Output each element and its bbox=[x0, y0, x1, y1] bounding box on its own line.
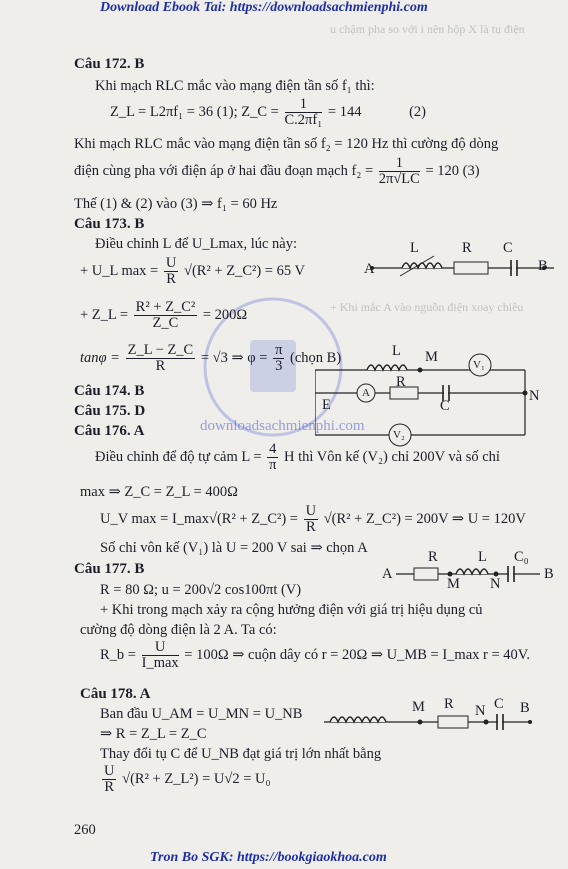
q177-line3: cường độ dòng điện là 2 A. Ta có: bbox=[80, 622, 277, 638]
q178-line1: Ban đầu U_AM = U_MN = U_NB bbox=[100, 706, 303, 722]
q177-line1: R = 80 Ω; u = 200√2 cos100πt (V) bbox=[100, 582, 302, 598]
watermark: downloadsachmienphi.com bbox=[200, 418, 365, 434]
c4-label-R: R bbox=[444, 696, 454, 712]
c1-label-R: R bbox=[462, 240, 472, 256]
bleed-through-text: + Khi mắc A vào nguồn điện xoay chiều bbox=[330, 300, 524, 314]
q178-title: Câu 178. A bbox=[80, 686, 151, 702]
c3-label-M: M bbox=[447, 576, 460, 592]
q172-line5: Thế (1) & (2) vào (3) ⇒ f₁ = 60 Hz bbox=[74, 196, 278, 212]
c1-label-L: L bbox=[410, 240, 419, 256]
c2-label-R: R bbox=[396, 374, 406, 390]
c3-label-L: L bbox=[478, 549, 487, 565]
bottom-header: Tron Bo SGK: https://bookgiaokhoa.com bbox=[150, 850, 387, 865]
q172-line4: điện cùng pha với điện áp ở hai đầu đoạn mạch f₂ = $\frac{1}{2\pi√LC}$ = 120 (3) bbox=[74, 155, 480, 187]
q174-title: Câu 174. B bbox=[74, 383, 145, 399]
q176-line2: max ⇒ Z_C = Z_L = 400Ω bbox=[80, 484, 238, 500]
c2-label-M: M bbox=[425, 349, 438, 365]
circuit-rlc-1 bbox=[358, 238, 558, 288]
c4-label-C: C bbox=[494, 696, 504, 712]
q176-line4: Số chỉ vôn kế (V₁) là U = 200 V sai ⇒ chọn A bbox=[100, 540, 368, 556]
c2-label-V1: V₁ bbox=[473, 359, 485, 371]
c2-label-L: L bbox=[392, 343, 401, 359]
c2-label-C: C bbox=[440, 398, 450, 414]
q178-line2: ⇒ R = Z_L = Z_C bbox=[100, 726, 207, 742]
q172-line3: Khi mạch RLC mắc vào mạng điện tần số f₂ = 120 Hz thì cường độ dòng bbox=[74, 136, 499, 152]
q173-line1: Điều chỉnh L để U_Lmax, lúc này: bbox=[95, 236, 298, 252]
c1-label-A: A bbox=[364, 261, 375, 277]
c2-label-V2: V₂ bbox=[393, 429, 405, 441]
q178-line3: Thay đổi tụ C để U_NB đạt giá trị lớn nhất bằng bbox=[100, 746, 382, 762]
c2-label-E: E bbox=[322, 397, 331, 413]
c3-label-R: R bbox=[428, 549, 438, 565]
q176-formula-uvmax: U_V max = I_max√(R² + Z_C²) = $\frac{U}{R}$ √(R² + Z_C²) = 200V ⇒ U = 120V bbox=[100, 503, 526, 535]
c4-label-M: M bbox=[412, 699, 425, 715]
c4-label-B: B bbox=[520, 700, 530, 716]
c3-label-A: A bbox=[382, 566, 393, 582]
q172-formula1: Z_L = L2πf₁ = 36 (1); Z_C = $\frac{1}{\text{C.2πf₁}}$ = 144 (2) bbox=[110, 96, 426, 128]
c3-label-C0: C₀ bbox=[514, 549, 529, 565]
c4-label-N: N bbox=[475, 703, 486, 719]
q173-formula-ulmax: + U_L max = $\frac{U}{R}$ √(R² + Z_C²) = 65 V bbox=[80, 255, 305, 287]
c2-label-A: A bbox=[362, 387, 370, 399]
top-header: Download Ebook Tai: https://downloadsachmienphi.com bbox=[100, 0, 428, 15]
c2-label-N: N bbox=[529, 388, 540, 404]
bleed-through-text: u chậm pha so với i nên hộp X là tụ điện bbox=[330, 22, 525, 36]
c1-label-C: C bbox=[503, 240, 513, 256]
q175-title: Câu 175. D bbox=[74, 403, 146, 419]
q176-line1: Điều chỉnh để độ tự cảm L = $\frac{4}{\pi}$ H thì Vôn kế (V₂) chỉ 200V và số chỉ bbox=[95, 441, 500, 473]
q176-title: Câu 176. A bbox=[74, 423, 145, 439]
q178-formula: $\frac{U}{R}$ √(R² + Z_L²) = U√2 = U₀ bbox=[104, 763, 271, 795]
q177-line2: + Khi trong mạch xảy ra cộng hưởng điện với giá trị hiệu dụng củ bbox=[100, 602, 483, 618]
q173-formula-tan: tanφ = $\frac{Z\_L - Z\_C}{R}$ = √3 ⇒ φ = $\frac{\pi}{3}$ (chọn B) bbox=[80, 342, 342, 374]
q177-formula-rb: R_b = $\frac{U}{I\_\max}$ = 100Ω ⇒ cuộn dây có r = 20Ω ⇒ U_MB = I_max r = 40V. bbox=[100, 639, 530, 671]
circuit-rlc-4 bbox=[318, 706, 548, 736]
q172-line1: Khi mạch RLC mắc vào mạng điện tần số f₁ thì: bbox=[95, 78, 375, 94]
c1-label-B: B bbox=[538, 258, 548, 274]
q177-title: Câu 177. B bbox=[74, 561, 145, 577]
c3-label-N: N bbox=[490, 576, 501, 592]
page-number: 260 bbox=[74, 822, 96, 838]
q173-title: Câu 173. B bbox=[74, 216, 145, 232]
c3-label-B: B bbox=[544, 566, 554, 582]
q173-formula-zl: + Z_L = $\frac{\text{R² + Z\_C²}}{Z\_C}$ = 200Ω bbox=[80, 299, 248, 331]
q172-title: Câu 172. B bbox=[74, 56, 145, 72]
